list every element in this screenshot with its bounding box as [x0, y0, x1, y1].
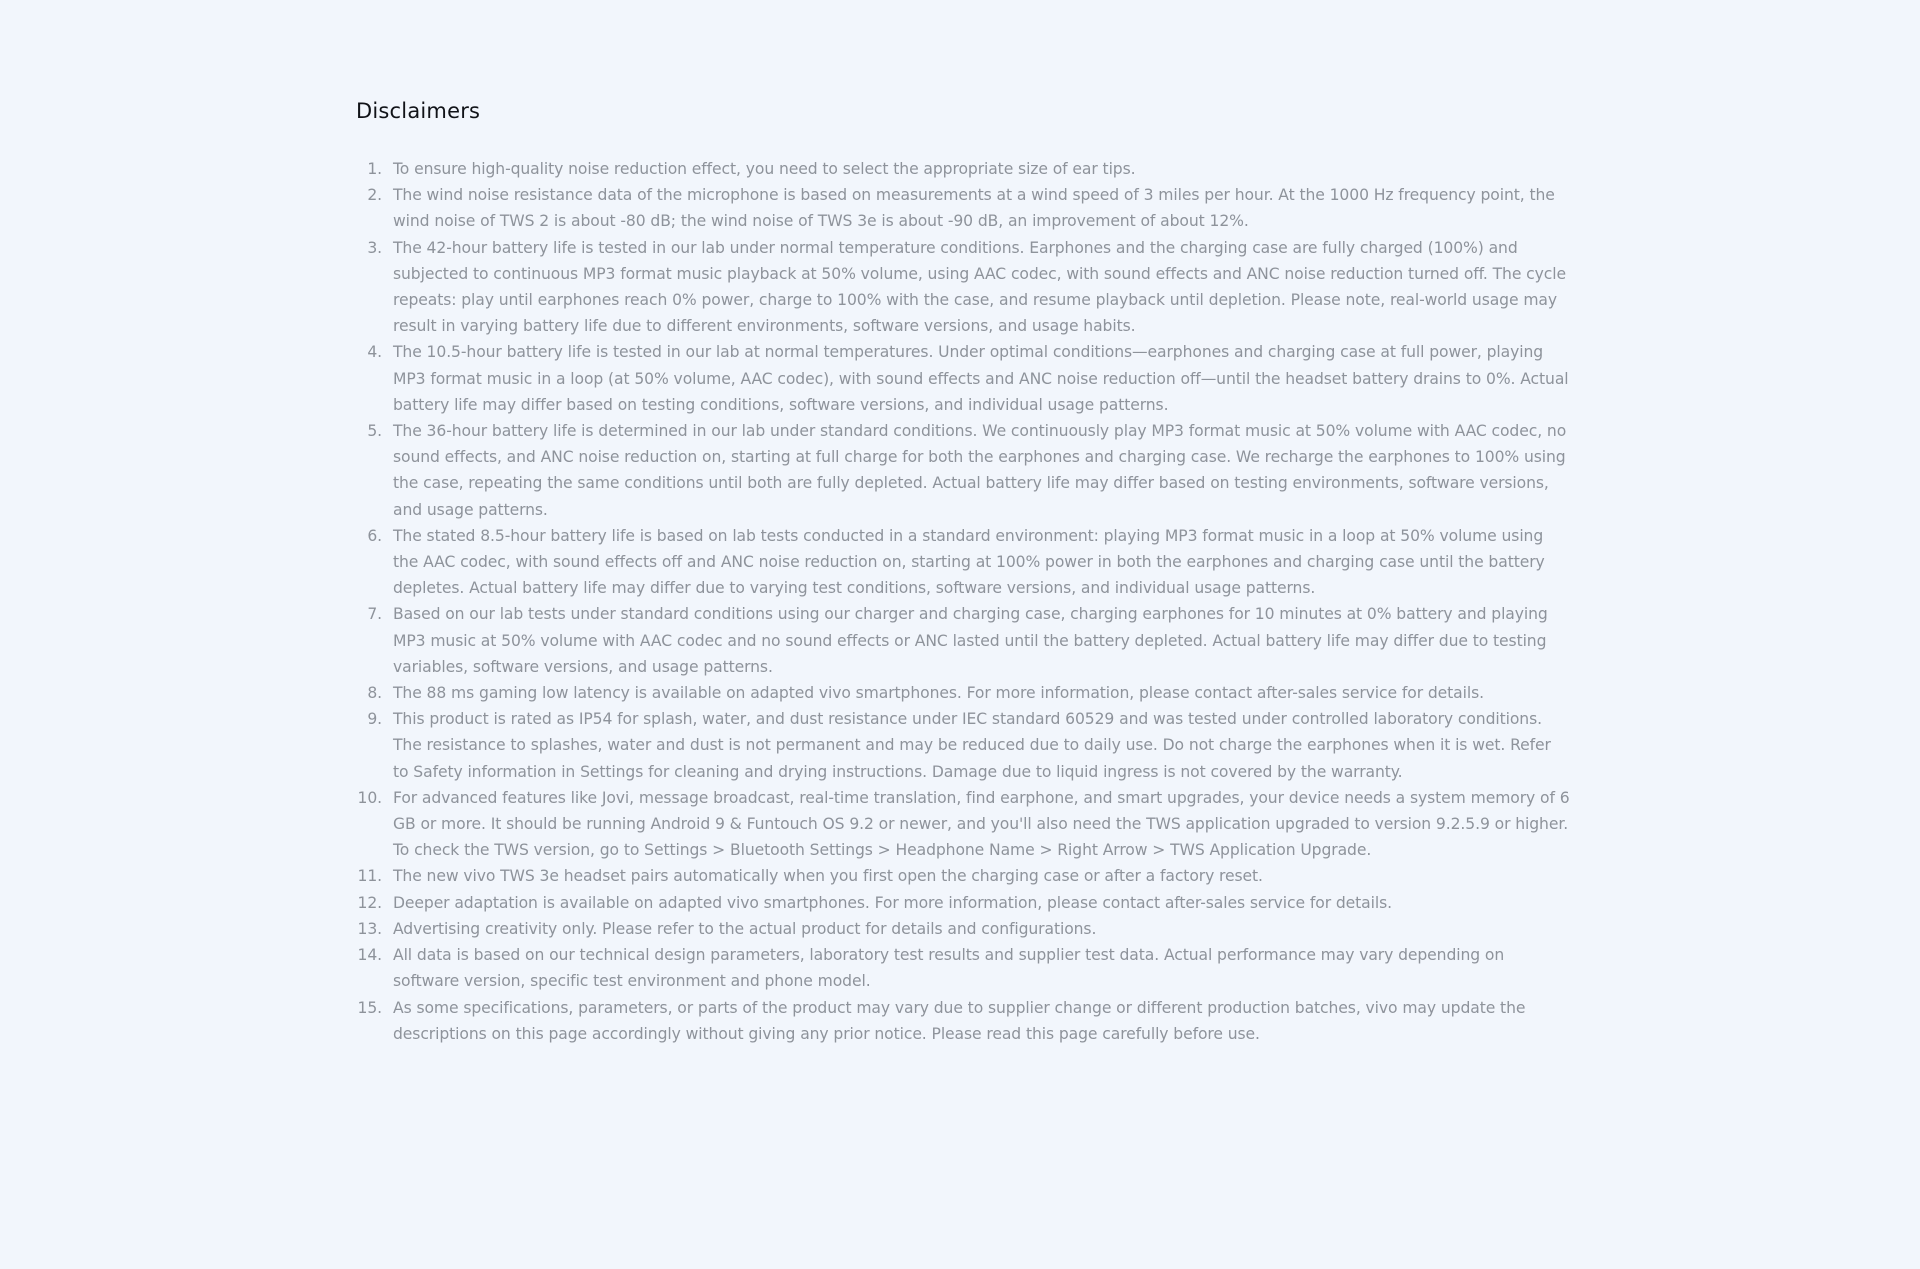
disclaimer-item-5	[356, 418, 1571, 523]
disclaimer-item-2	[356, 182, 1571, 234]
item-number: 4.	[367, 343, 382, 362]
item-text: Advertising creativity only. Please refer to the actual product for details and configurations.	[393, 919, 1097, 938]
item-text: The new vivo TWS 3e headset pairs automatically when you first open the charging case or after a factory reset.	[393, 867, 1263, 886]
item-number: 13.	[357, 919, 382, 938]
disclaimer-item-12	[356, 890, 1571, 916]
item-number: 12.	[357, 893, 382, 912]
item-text: Deeper adaptation is available on adapted vivo smartphones. For more information, please contact after-sales service for details.	[393, 893, 1392, 912]
item-text: As some specifications, parameters, or parts of the product may vary due to supplier change or different production batches, vivo may update the descriptions on this page accordingly without giving any prior notice. Please read this page carefully before use.	[393, 998, 1526, 1043]
section-title: Disclaimers	[356, 99, 481, 123]
disclaimer-item-13	[356, 916, 1571, 942]
item-text: All data is based on our technical design parameters, laboratory test results and supplier test data. Actual performance may vary depending on software version, specific test environment and phone model.	[393, 946, 1505, 991]
item-number: 1.	[367, 160, 382, 178]
item-number: 14.	[357, 946, 382, 965]
disclaimer-list	[356, 156, 1571, 1047]
disclaimer-item-1	[356, 156, 1571, 182]
disclaimer-item-3	[356, 235, 1571, 340]
item-number: 2.	[367, 186, 382, 205]
disclaimer-item-4	[356, 339, 1571, 418]
disclaimer-item-9	[356, 706, 1571, 785]
disclaimer-item-8	[356, 680, 1571, 706]
disclaimer-item-15	[356, 995, 1571, 1047]
item-text: The 10.5-hour battery life is tested in our lab at normal temperatures. Under optimal conditions—earphones and charging case at full power, playing MP3 format music in a loop (at 50% volume, AAC codec), with sound effects and ANC noise reduction off—until the headset battery drains to 0%. Actual battery life may differ based on testing conditions, software versions, and individual usage patterns.	[393, 343, 1569, 414]
item-number: 7.	[367, 605, 382, 624]
item-text: For advanced features like Jovi, message broadcast, real-time translation, find earphone, and smart upgrades, your device needs a system memory of 6 GB or more. It should be running Android 9 & Funtouch OS 9.2 or newer, and you'll also need the TWS application upgraded to version 9.2.5.9 or higher. To check the TWS version, go to Settings > Bluetooth Settings > Headphone Name > Right Arrow > TWS Application Upgrade.	[393, 788, 1570, 860]
item-text: The stated 8.5-hour battery life is based on lab tests conducted in a standard environment: playing MP3 format music in a loop at 50% volume using the AAC codec, with sound effects off and ANC noise reduction on, starting at 100% power in both the earphones and charging case until the battery depletes. Actual battery life may differ due to varying test conditions, software versions, and individual usage patterns.	[393, 526, 1545, 598]
item-number: 9.	[367, 710, 382, 729]
item-text: This product is rated as IP54 for splash, water, and dust resistance under IEC standard 60529 and was tested under controlled laboratory conditions. The resistance to splashes, water and dust is not permanent and may be reduced due to daily use. Do not charge the earphones when it is wet. Refer to Safety information in Settings for cleaning and drying instructions. Damage due to liquid ingress is not covered by the warranty.	[393, 710, 1551, 781]
item-text: The wind noise resistance data of the microphone is based on measurements at a wind speed of 3 miles per hour. At the 1000 Hz frequency point, the wind noise of TWS 2 is about -80 dB; the wind noise of TWS 3e is about -90 dB, an improvement of about 12%.	[393, 186, 1555, 231]
disclaimer-item-14	[356, 942, 1571, 994]
item-text: The 36-hour battery life is determined in our lab under standard conditions. We continuously play MP3 format music at 50% volume with AAC codec, no sound effects, and ANC noise reduction on, starting at full charge for both the earphones and charging case. We recharge the earphones to 100% using the case, repeating the same conditions until both are fully depleted. Actual battery life may differ based on testing environments, software versions, and usage patterns.	[393, 422, 1567, 519]
disclaimer-item-11	[356, 863, 1571, 889]
item-number: 10.	[357, 788, 382, 807]
item-text: The 88 ms gaming low latency is available on adapted vivo smartphones. For more information, please contact after-sales service for details.	[393, 684, 1484, 703]
item-number: 5.	[367, 422, 382, 441]
item-number: 15.	[357, 998, 382, 1017]
item-number: 11.	[357, 867, 382, 886]
disclaimer-item-10	[356, 785, 1571, 864]
item-text: Based on our lab tests under standard conditions using our charger and charging case, charging earphones for 10 minutes at 0% battery and playing MP3 music at 50% volume with AAC codec and no sound effects or ANC lasted until the battery depleted. Actual battery life may differ due to testing variables, software versions, and usage patterns.	[393, 605, 1548, 676]
item-number: 8.	[367, 684, 382, 703]
disclaimer-item-6	[356, 523, 1571, 602]
disclaimer-item-7	[356, 601, 1571, 680]
item-number: 6.	[367, 526, 382, 545]
item-text: The 42-hour battery life is tested in our lab under normal temperature conditions. Earphones and the charging case are fully charged (100%) and subjected to continuous MP3 format music playback at 50% volume, using AAC codec, with sound effects and ANC noise reduction turned off. The cycle repeats: play until earphones reach 0% power, charge to 100% with the case, and resume playback until depletion. Please note, real-world usage may result in varying battery life due to different environments, software versions, and usage habits.	[393, 238, 1566, 336]
item-text: To ensure high-quality noise reduction effect, you need to select the appropriate size of ear tips.	[393, 160, 1136, 178]
disclaimers-section	[356, 96, 1571, 1047]
item-number: 3.	[367, 238, 382, 257]
